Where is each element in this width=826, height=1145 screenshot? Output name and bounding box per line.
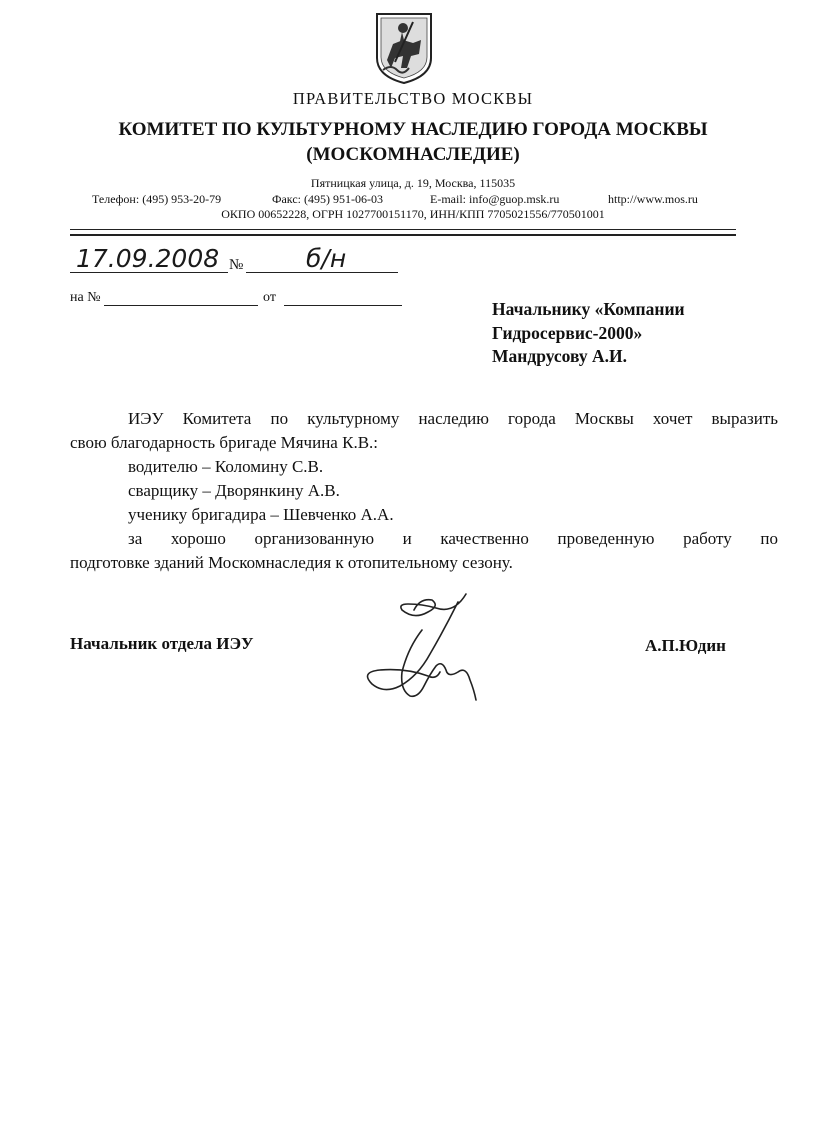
header-rule-thick bbox=[70, 234, 736, 236]
reference-date-label: от bbox=[263, 290, 276, 305]
government-title: ПРАВИТЕЛЬСТВО МОСКВЫ bbox=[292, 89, 534, 108]
header-rule-thin bbox=[70, 229, 736, 230]
reference-number-line bbox=[104, 305, 258, 306]
website-text: http://www.mos.ru bbox=[608, 192, 698, 206]
document-number: б/н bbox=[306, 244, 347, 273]
committee-name-line2: (МОСКОМНАСЛЕДИЕ) bbox=[306, 144, 520, 165]
body-line-1: ИЭУ Комитета по культурному наследию города Москвы хочет выразить bbox=[128, 409, 778, 428]
handwritten-signature bbox=[358, 590, 488, 708]
email-text: E-mail: info@guop.msk.ru bbox=[430, 192, 560, 206]
addressee-line1: Начальнику «Компании bbox=[492, 299, 685, 319]
committee-name-line1: КОМИТЕТ ПО КУЛЬТУРНОМУ НАСЛЕДИЮ ГОРОДА МОСКВЫ bbox=[118, 119, 708, 140]
body-apprentice: ученику бригадира – Шевченко А.А. bbox=[128, 505, 394, 524]
reference-date-line bbox=[284, 305, 402, 306]
committee-name bbox=[0, 117, 826, 167]
reference-number-label: на № bbox=[70, 290, 101, 305]
document-date: 17.09.2008 bbox=[76, 244, 220, 273]
body-line-2: свою благодарность бригаде Мячина К.В.: bbox=[70, 433, 379, 452]
addressee-line3: Мандрусову А.И. bbox=[492, 346, 627, 366]
fax-text: Факс: (495) 951-06-03 bbox=[272, 192, 383, 206]
moscow-coat-of-arms-emblem bbox=[373, 10, 435, 86]
date-underline bbox=[70, 272, 228, 273]
body-line-7: подготовке зданий Москомнаследия к отопительному сезону. bbox=[70, 553, 513, 572]
registry-codes: ОКПО 00652228, ОГРН 1027700151170, ИНН/КПП 7705021556/770501001 bbox=[221, 207, 605, 221]
signatory-name: А.П.Юдин bbox=[645, 636, 726, 655]
body-driver: водителю – Коломину С.В. bbox=[128, 457, 324, 476]
addressee-block bbox=[492, 298, 685, 369]
number-underline bbox=[246, 272, 398, 273]
addressee-line2: Гидросервис-2000» bbox=[492, 322, 643, 343]
postal-address: Пятницкая улица, д. 19, Москва, 115035 bbox=[310, 176, 516, 190]
number-label: № bbox=[229, 257, 244, 273]
signatory-position: Начальник отдела ИЭУ bbox=[70, 634, 254, 653]
body-welder: сварщику – Дворянкину А.В. bbox=[128, 481, 340, 500]
body-line-6: за хорошо организованную и качественно проведенную работу по bbox=[128, 529, 778, 548]
phone-text: Телефон: (495) 953-20-79 bbox=[92, 192, 222, 206]
